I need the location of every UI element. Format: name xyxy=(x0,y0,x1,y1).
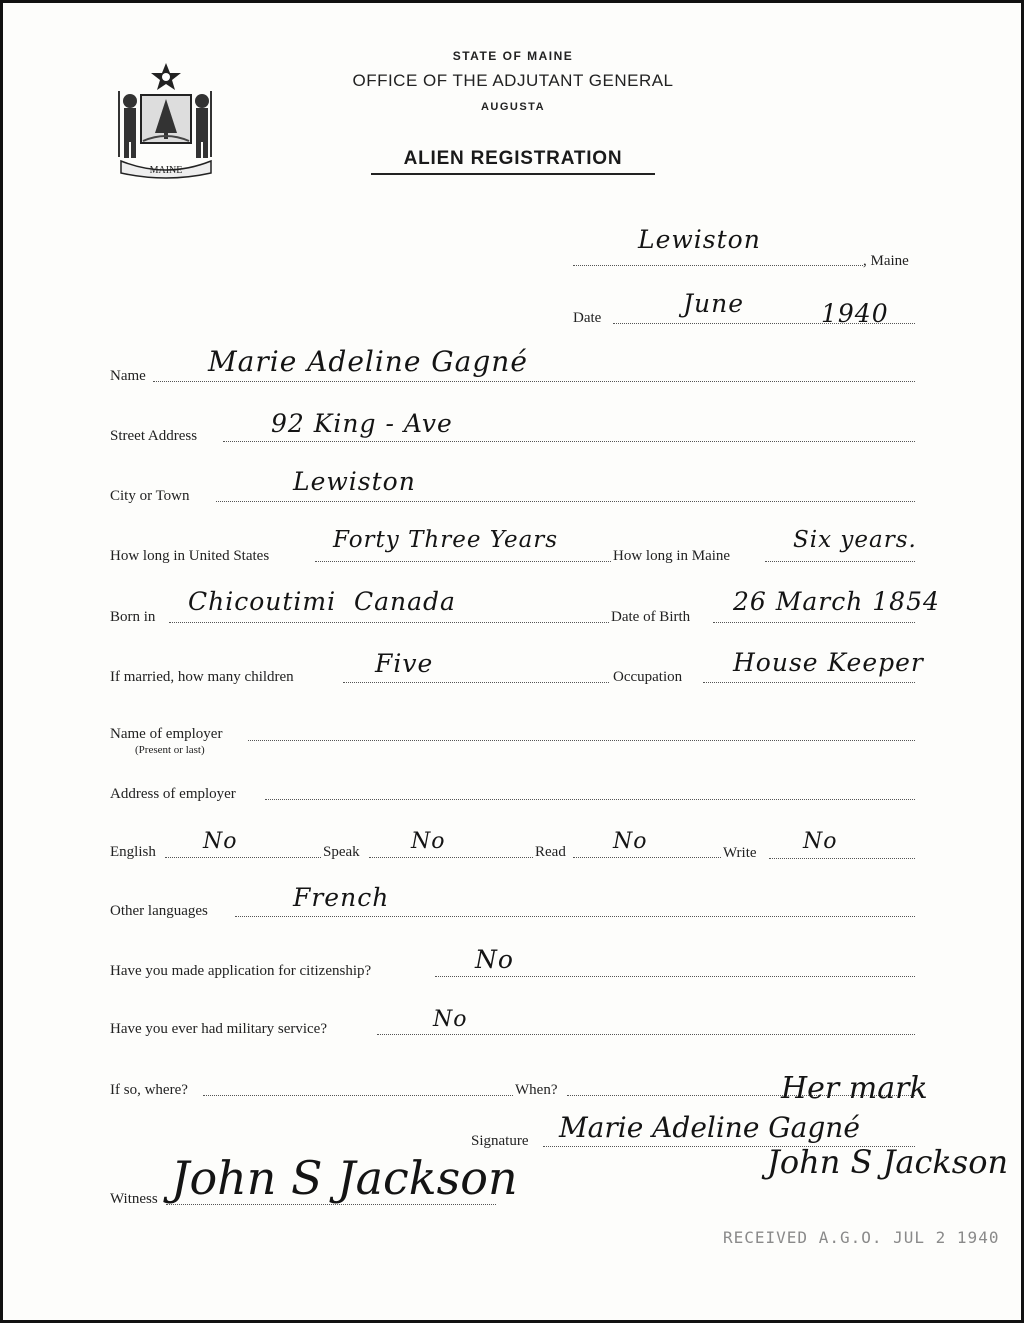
employer-line xyxy=(248,740,915,741)
date-year-entry: 1940 xyxy=(821,299,889,328)
place-entry: Lewiston xyxy=(638,225,761,254)
other-languages-entry: French xyxy=(293,883,390,912)
occupation-label: Occupation xyxy=(613,669,683,685)
street-line xyxy=(223,441,915,442)
speak-entry: No xyxy=(411,829,446,854)
witness-label: Witness xyxy=(110,1191,158,1207)
date-month-entry: June xyxy=(683,289,745,318)
city-line xyxy=(216,501,915,502)
english-entry: No xyxy=(203,829,238,854)
employer-sublabel: (Present or last) xyxy=(135,744,205,756)
when-label: When? xyxy=(515,1082,558,1098)
street-entry: 92 King - Ave xyxy=(271,409,453,438)
date-label: Date xyxy=(573,310,602,326)
her-mark-entry: Her mark xyxy=(781,1071,928,1106)
employer-label: Name of employer xyxy=(110,726,223,742)
citizenship-line xyxy=(435,976,915,977)
signature-label: Signature xyxy=(471,1133,529,1149)
write-entry: No xyxy=(803,829,838,854)
military-line xyxy=(377,1034,915,1035)
name-entry: Marie Adeline Gagné xyxy=(208,345,528,378)
street-label: Street Address xyxy=(110,428,198,444)
how-long-us-entry: Forty Three Years xyxy=(333,527,559,553)
occupation-line xyxy=(703,682,915,683)
children-label: If married, how many children xyxy=(110,669,294,685)
header-city: AUGUSTA xyxy=(480,101,546,113)
citizenship-label: Have you made application for citizenship? xyxy=(110,963,372,979)
how-long-us-line xyxy=(315,561,611,562)
born-in-line xyxy=(169,622,609,623)
signature-entry: Marie Adeline Gagné xyxy=(559,1111,860,1144)
title-underline xyxy=(371,173,655,175)
name-line xyxy=(153,381,915,382)
employer-address-label: Address of employer xyxy=(110,786,236,802)
signature-witness-entry: John S Jackson xyxy=(767,1143,1009,1181)
english-label: English xyxy=(110,844,156,860)
born-in-label: Born in xyxy=(110,609,156,625)
children-line xyxy=(343,682,609,683)
maine-label: , Maine xyxy=(863,253,909,269)
write-label: Write xyxy=(723,845,757,861)
place-line xyxy=(573,265,863,266)
dob-entry: 26 March 1854 xyxy=(733,587,940,616)
witness-entry: John S Jackson xyxy=(171,1151,518,1205)
where-label: If so, where? xyxy=(110,1082,188,1098)
dob-line xyxy=(713,622,915,623)
other-languages-label: Other languages xyxy=(110,903,208,919)
occupation-entry: House Keeper xyxy=(733,648,924,677)
children-entry: Five xyxy=(375,649,434,678)
dob-label: Date of Birth xyxy=(611,609,691,625)
how-long-maine-entry: Six years. xyxy=(793,527,917,553)
military-label: Have you ever had military service? xyxy=(110,1021,327,1037)
how-long-us-label: How long in United States xyxy=(110,548,270,564)
born-in-entry: Chicoutimi Canada xyxy=(188,587,456,616)
write-line xyxy=(769,858,915,859)
where-line xyxy=(203,1095,513,1096)
employer-address-line xyxy=(265,799,915,800)
read-entry: No xyxy=(613,829,648,854)
other-languages-line xyxy=(235,916,915,917)
english-line xyxy=(165,857,321,858)
how-long-maine-label: How long in Maine xyxy=(613,548,731,564)
header-state: STATE OF MAINE xyxy=(452,49,574,63)
city-label: City or Town xyxy=(110,488,190,504)
state-seal xyxy=(111,61,221,183)
military-entry: No xyxy=(433,1007,468,1032)
seal-label: MAINE xyxy=(149,165,183,176)
read-label: Read xyxy=(535,844,566,860)
speak-line xyxy=(369,857,533,858)
city-entry: Lewiston xyxy=(293,467,416,496)
read-line xyxy=(573,857,721,858)
how-long-maine-line xyxy=(765,561,915,562)
speak-label: Speak xyxy=(323,844,360,860)
maine-seal-icon xyxy=(111,61,221,183)
form-title: ALIEN REGISTRATION xyxy=(403,148,623,169)
name-label: Name xyxy=(110,368,146,384)
received-stamp: RECEIVED A.G.O. JUL 2 1940 xyxy=(723,1228,1000,1247)
citizenship-entry: No xyxy=(475,945,514,974)
header-office: OFFICE OF THE ADJUTANT GENERAL xyxy=(352,71,674,90)
